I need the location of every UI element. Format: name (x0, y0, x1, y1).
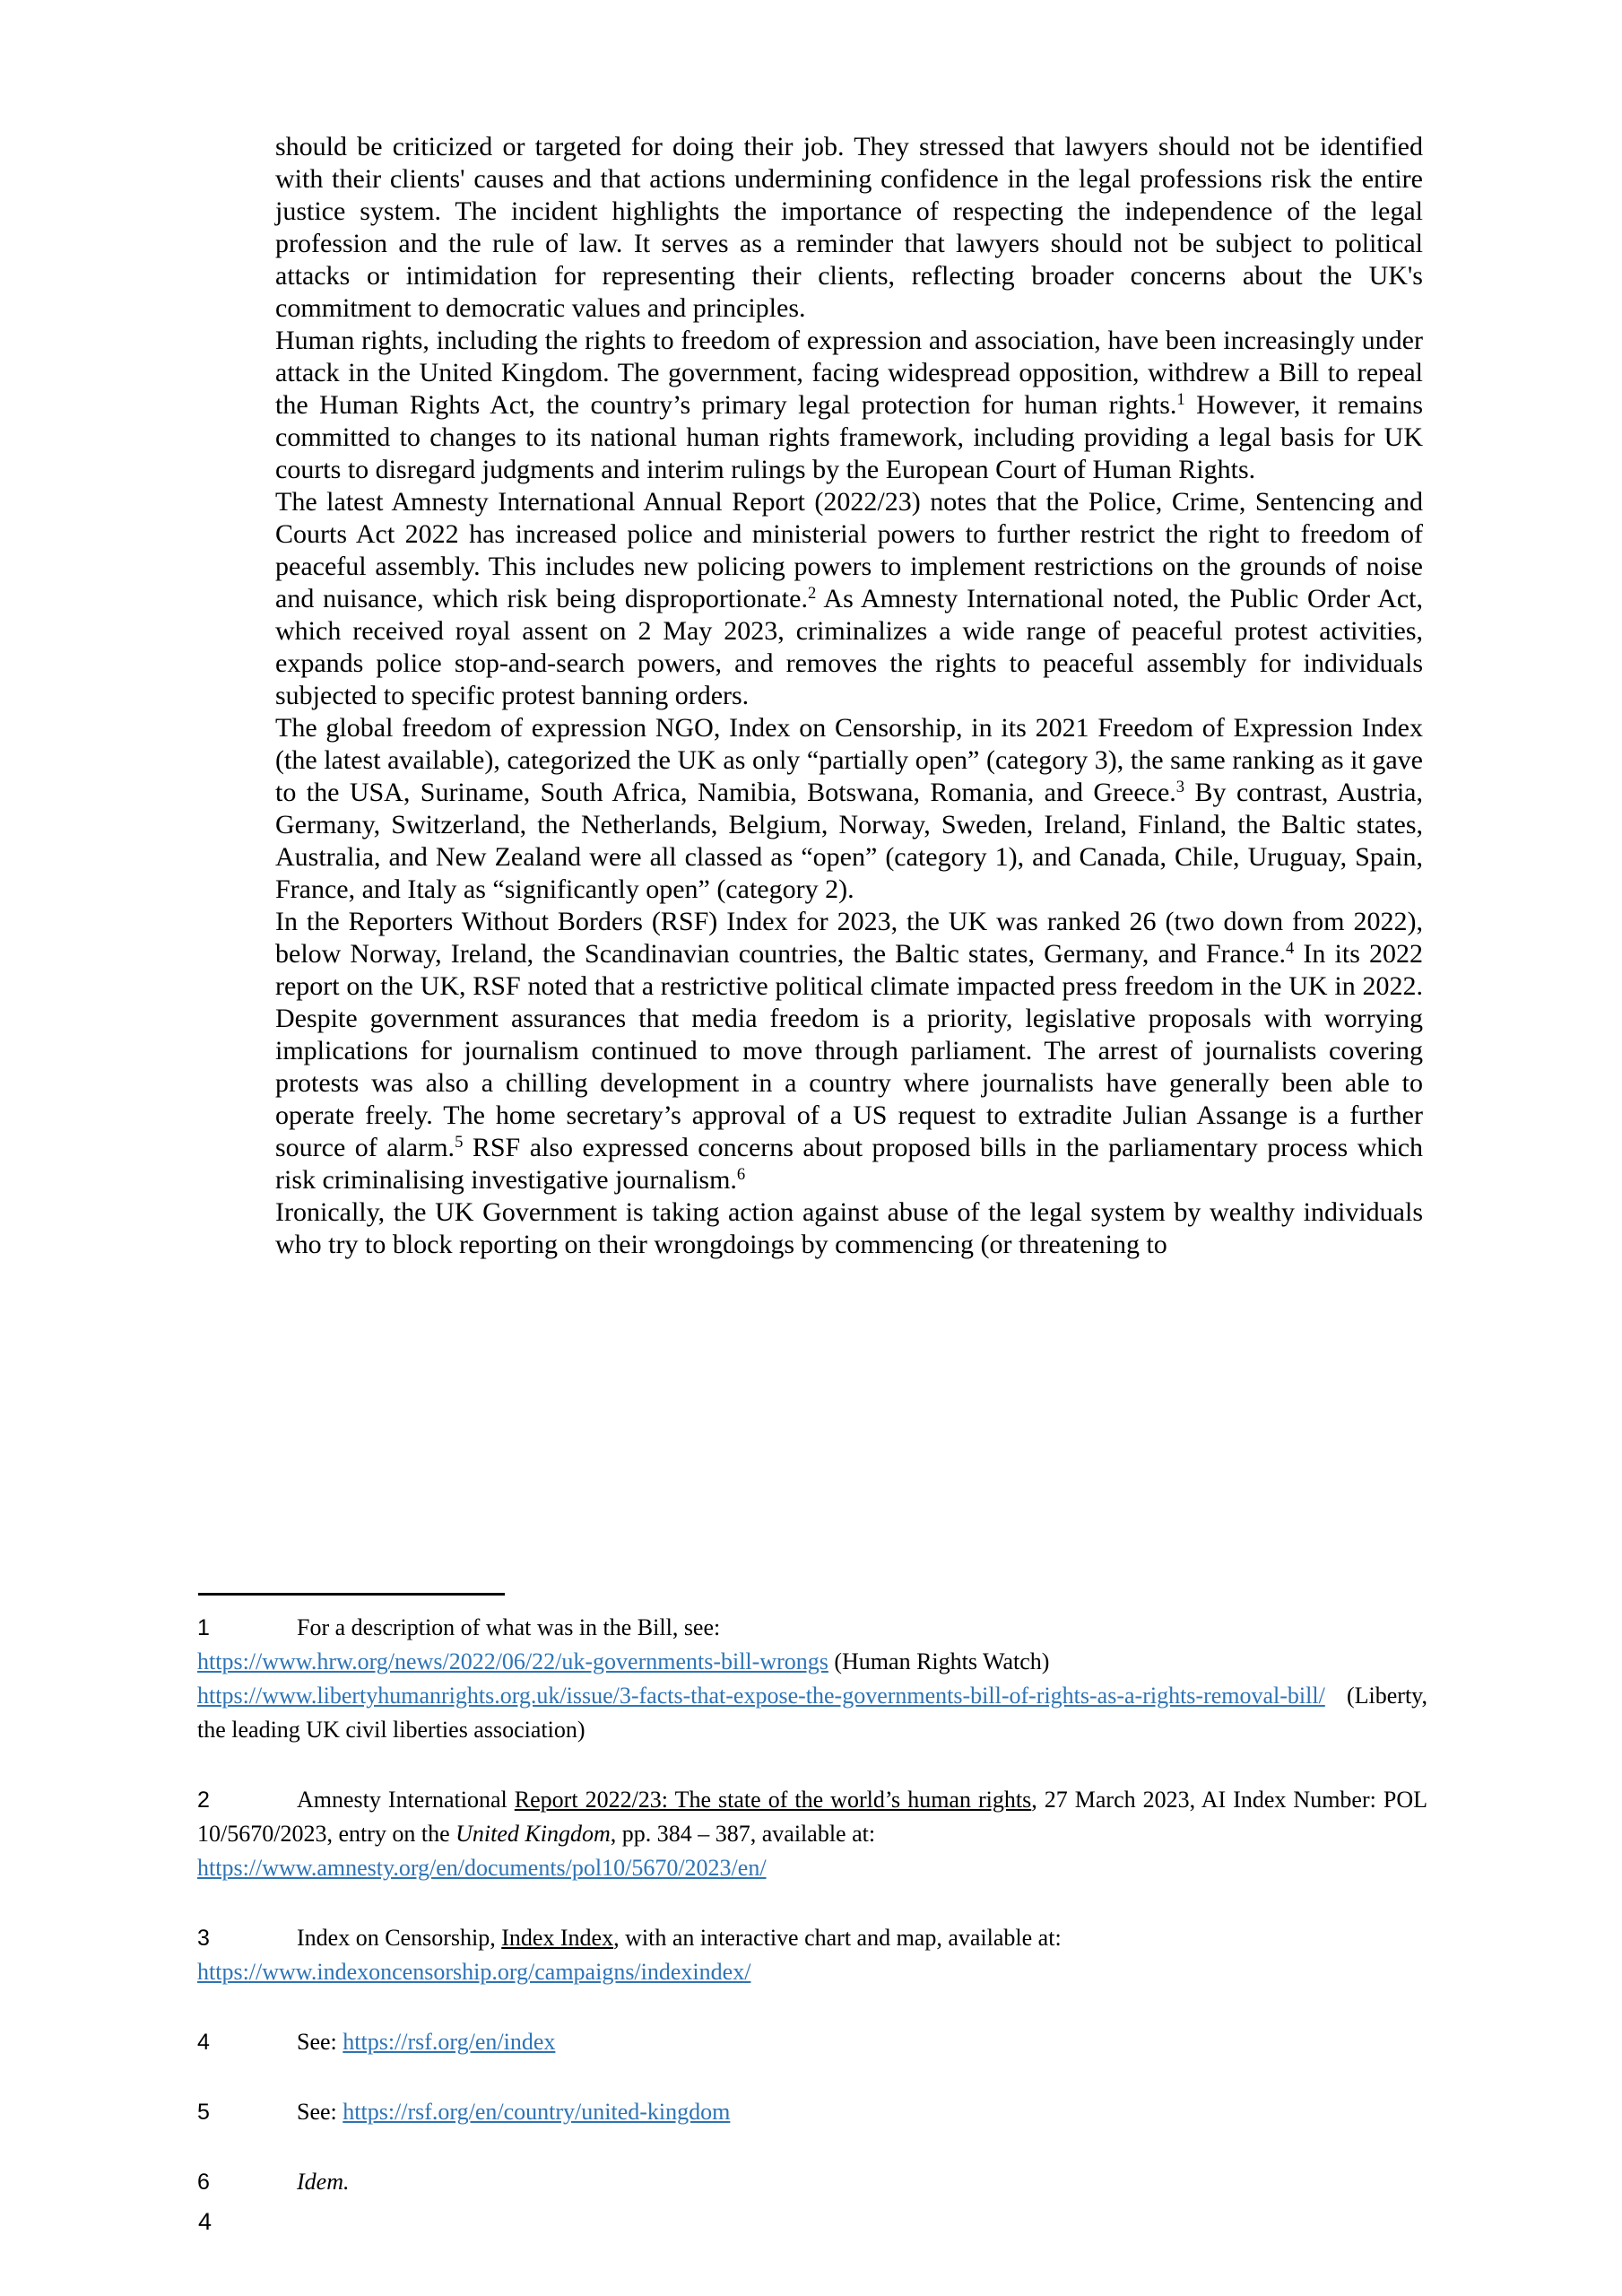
paragraph-text: By contrast, Austria, Germany, Switzerland, the Netherlands, Belgium, Norway, Sweden, Ireland, Finland, the Baltic states, Australia, and New Zealand were all classed as “open” (category 1), and Canada, Chile, Uruguay, Spain, France, and Italy as “significantly open” (category 2). (275, 778, 1423, 904)
footnote-3 (197, 1921, 1427, 1989)
footnote-number: 1 (197, 1615, 210, 1640)
footnote-number: 5 (197, 2100, 210, 2125)
footnotes-section (197, 1611, 1427, 2199)
footnote-separator (198, 1593, 505, 1596)
footnote-ref-4: 4 (1286, 938, 1295, 958)
hyperlink-rsf-index[interactable]: https://rsf.org/en/index (343, 2029, 556, 2055)
footnote-number: 4 (197, 2030, 210, 2055)
paragraph-text: Ironically, the UK Government is taking action against abuse of the legal system by wealthy individuals who try to block reporting on their wrongdoings by commencing (or threatening to (275, 1197, 1423, 1259)
footnote-5 (197, 2095, 1427, 2129)
body-paragraph-2 (275, 325, 1423, 486)
hyperlink-rsf-uk[interactable]: https://rsf.org/en/country/united-kingdom (343, 2099, 731, 2125)
footnote-ref-1: 1 (1176, 389, 1185, 409)
footnote-number: 2 (197, 1787, 210, 1813)
footnote-text-italic: Idem. (297, 2169, 350, 2195)
hyperlink-indexoncensorship[interactable]: https://www.indexoncensorship.org/campaigns/indexindex/ (197, 1959, 751, 1985)
footnote-ref-6: 6 (736, 1164, 746, 1184)
body-paragraph-1 (275, 131, 1423, 325)
body-paragraph-5 (275, 906, 1423, 1196)
report-title-underlined: Report 2022/23: The state of the world’s human rights (514, 1787, 1032, 1813)
paragraph-text: The global freedom of expression NGO, Index on Censorship, in its 2021 Freedom of Expression Index (the latest available), categorized the UK as only “partially open” (category 3), the same ranking as it gave to the USA, Suriname, South Africa, Namibia, Botswana, Romania, and Greece. (275, 713, 1423, 807)
footnote-ref-3: 3 (1175, 777, 1185, 796)
footnote-ref-2: 2 (807, 583, 817, 603)
footnote-text: For a description of what was in the Bill, see: (297, 1614, 721, 1640)
document-body (275, 131, 1423, 1261)
country-name-italic: United Kingdom (455, 1821, 611, 1847)
paragraph-text: In its 2022 report on the UK, RSF noted that a restrictive political climate impacted press freedom in the UK in 2022. Despite government assurances that media freedom is a priority, legislative proposals with worrying implications for journalism continued to move through parliament. The arrest of journalists covering protests was also a chilling development in a country where journalists have generally been able to operate freely. The home secretary’s approval of a US request to extradite Julian Assange is a further source of alarm. (275, 939, 1423, 1162)
footnote-1 (197, 1611, 1427, 1747)
footnote-text: (Human Rights Watch) (828, 1648, 1050, 1674)
hyperlink-liberty[interactable]: https://www.libertyhumanrights.org.uk/issue/3-facts-that-expose-the-governments-bill-of-rights-as-a-rights-removal-bill/ (197, 1683, 1325, 1709)
paragraph-text: As Amnesty International noted, the Public Order Act, which received royal assent on 2 May 2023, criminalizes a wide range of peaceful protest activities, expands police stop-and-search powers, and removes the rights to peaceful assembly for individuals subjected to specific protest banning orders. (275, 584, 1423, 710)
footnote-6 (197, 2165, 1427, 2199)
paragraph-text: Human rights, including the rights to freedom of expression and association, have been increasingly under attack in the United Kingdom. The government, facing widespread opposition, withdrew a Bill to repeal the Human Rights Act, the country’s primary legal protection for human rights. (275, 326, 1423, 420)
paragraph-text: However, it remains committed to changes to its national human rights framework, including providing a legal basis for UK courts to disregard judgments and interim rulings by the European Court of Human Rights. (275, 390, 1424, 484)
footnote-text: (Liberty, the leading UK civil liberties association) (197, 1683, 1427, 1743)
hyperlink-amnesty[interactable]: https://www.amnesty.org/en/documents/pol10/5670/2023/en/ (197, 1855, 767, 1881)
hyperlink-hrw[interactable]: https://www.hrw.org/news/2022/06/22/uk-governments-bill-wrongs (197, 1648, 828, 1674)
index-title-underlined: Index Index (501, 1925, 614, 1951)
paragraph-text: should be criticized or targeted for doing their job. They stressed that lawyers should not be identified with their clients' causes and that actions undermining confidence in the legal professions risk the entire justice system. The incident highlights the importance of respecting the independence of the legal profession and the rule of law. It serves as a reminder that lawyers should not be subject to political attacks or intimidation for representing their clients, reflecting broader concerns about the UK's commitment to democratic values and principles. (275, 132, 1423, 323)
footnote-text: Index on Censorship, (297, 1925, 502, 1951)
footnote-4 (197, 2025, 1427, 2059)
footnote-text: See: (297, 2099, 343, 2125)
footnote-text: , with an interactive chart and map, available at: (613, 1925, 1062, 1951)
footnote-2 (197, 1783, 1427, 1885)
footnote-text: , pp. 384 – 387, available at: (610, 1821, 876, 1847)
body-paragraph-4 (275, 712, 1423, 906)
body-paragraph-6 (275, 1196, 1423, 1261)
footnote-text: Amnesty International (297, 1787, 515, 1813)
paragraph-text: The latest Amnesty International Annual Report (2022/23) notes that the Police, Crime, Sentencing and Courts Act 2022 has increased police and ministerial powers to further restrict the right to freedom of peaceful assembly. This includes new policing powers to implement restrictions on the grounds of noise and nuisance, which risk being disproportionate. (275, 487, 1423, 613)
body-paragraph-3 (275, 486, 1423, 712)
page-number: 4 (198, 2208, 213, 2235)
paragraph-text: In the Reporters Without Borders (RSF) Index for 2023, the UK was ranked 26 (two down from 2022), below Norway, Ireland, the Scandinavian countries, the Baltic states, Germany, and France. (275, 907, 1423, 969)
footnote-text: , 27 March 2023, AI Index Number: POL 10/5670/2023, entry on the (197, 1787, 1428, 1847)
footnote-ref-5: 5 (455, 1132, 464, 1152)
footnote-text: See: (297, 2029, 343, 2055)
footnote-number: 6 (197, 2170, 210, 2195)
footnote-number: 3 (197, 1926, 210, 1951)
paragraph-text: RSF also expressed concerns about proposed bills in the parliamentary process which risk criminalising investigative journalism. (275, 1133, 1424, 1195)
